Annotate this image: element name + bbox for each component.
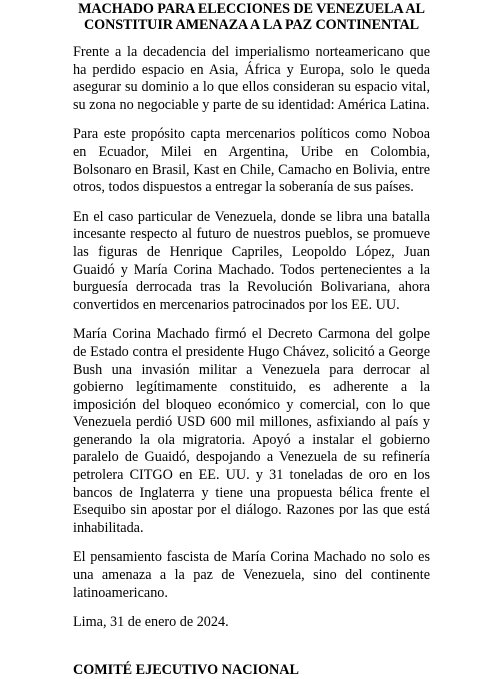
paragraph-1: Frente a la decadencia del imperialismo norteamericano que ha perdido espacio en Asia, África y Europa, solo le queda asegurar su dominio a lo que ellos consideran su espacio vital, su zona no negociable y parte de su identidad: América Latina.: [73, 44, 430, 113]
paragraph-4: María Corina Machado firmó el Decreto Carmona del golpe de Estado contra el presidente Hugo Chávez, solicitó a George Bush una invasión militar a Venezuela para derrocar al gobierno legítimamente constituido, es adherente a la imposición del bloqueo económico y comercial, con lo que Venezuela perdió USD 600 mil millones, asfixiando al país y generando la ola migratoria. Apoyó a instalar el gobierno paralelo de Guaidó, despojando a Venezuela de su refinería petrolera CITGO en EE. UU. y 31 toneladas de oro en los bancos de Inglaterra y tiene una propuesta bélica frente el Esequibo sin apostar por el diálogo. Razones por las que está inhabilitada.: [73, 326, 430, 536]
paragraph-3: En el caso particular de Venezuela, donde se libra una batalla incesante respecto al futuro de nuestros pueblos, se promueve las figuras de Henrique Capriles, Leopoldo López, Juan Guaidó y María Corina Machado. Todos pertenecientes a la burguesía derrocada tras la Revolución Bolivariana, ahora convertidos en mercenarios patrocinados por los EE. UU.: [73, 208, 430, 313]
paragraph-5: El pensamiento fascista de María Corina Machado no solo es una amenaza a la paz de Venezuela, sino del continente latinoamericano.: [73, 549, 430, 601]
document-page: [73, 0, 430, 679]
document-date: Lima, 31 de enero de 2024.: [73, 614, 229, 631]
paragraph-2: Para este propósito capta mercenarios políticos como Noboa en Ecuador, Milei en Argentina, Uribe en Colombia, Bolsonaro en Brasil, Kast en Chile, Camacho en Bolivia, entre otros, todos dispuestos a entregar la soberanía de sus países.: [73, 126, 430, 196]
signature: COMITÉ EJECUTIVO NACIONAL: [73, 661, 299, 678]
document-title: MACHADO PARA ELECCIONES DE VENEZUELA AL CONSTITUIR AMENAZA A LA PAZ CONTINENTAL: [78, 1, 425, 33]
